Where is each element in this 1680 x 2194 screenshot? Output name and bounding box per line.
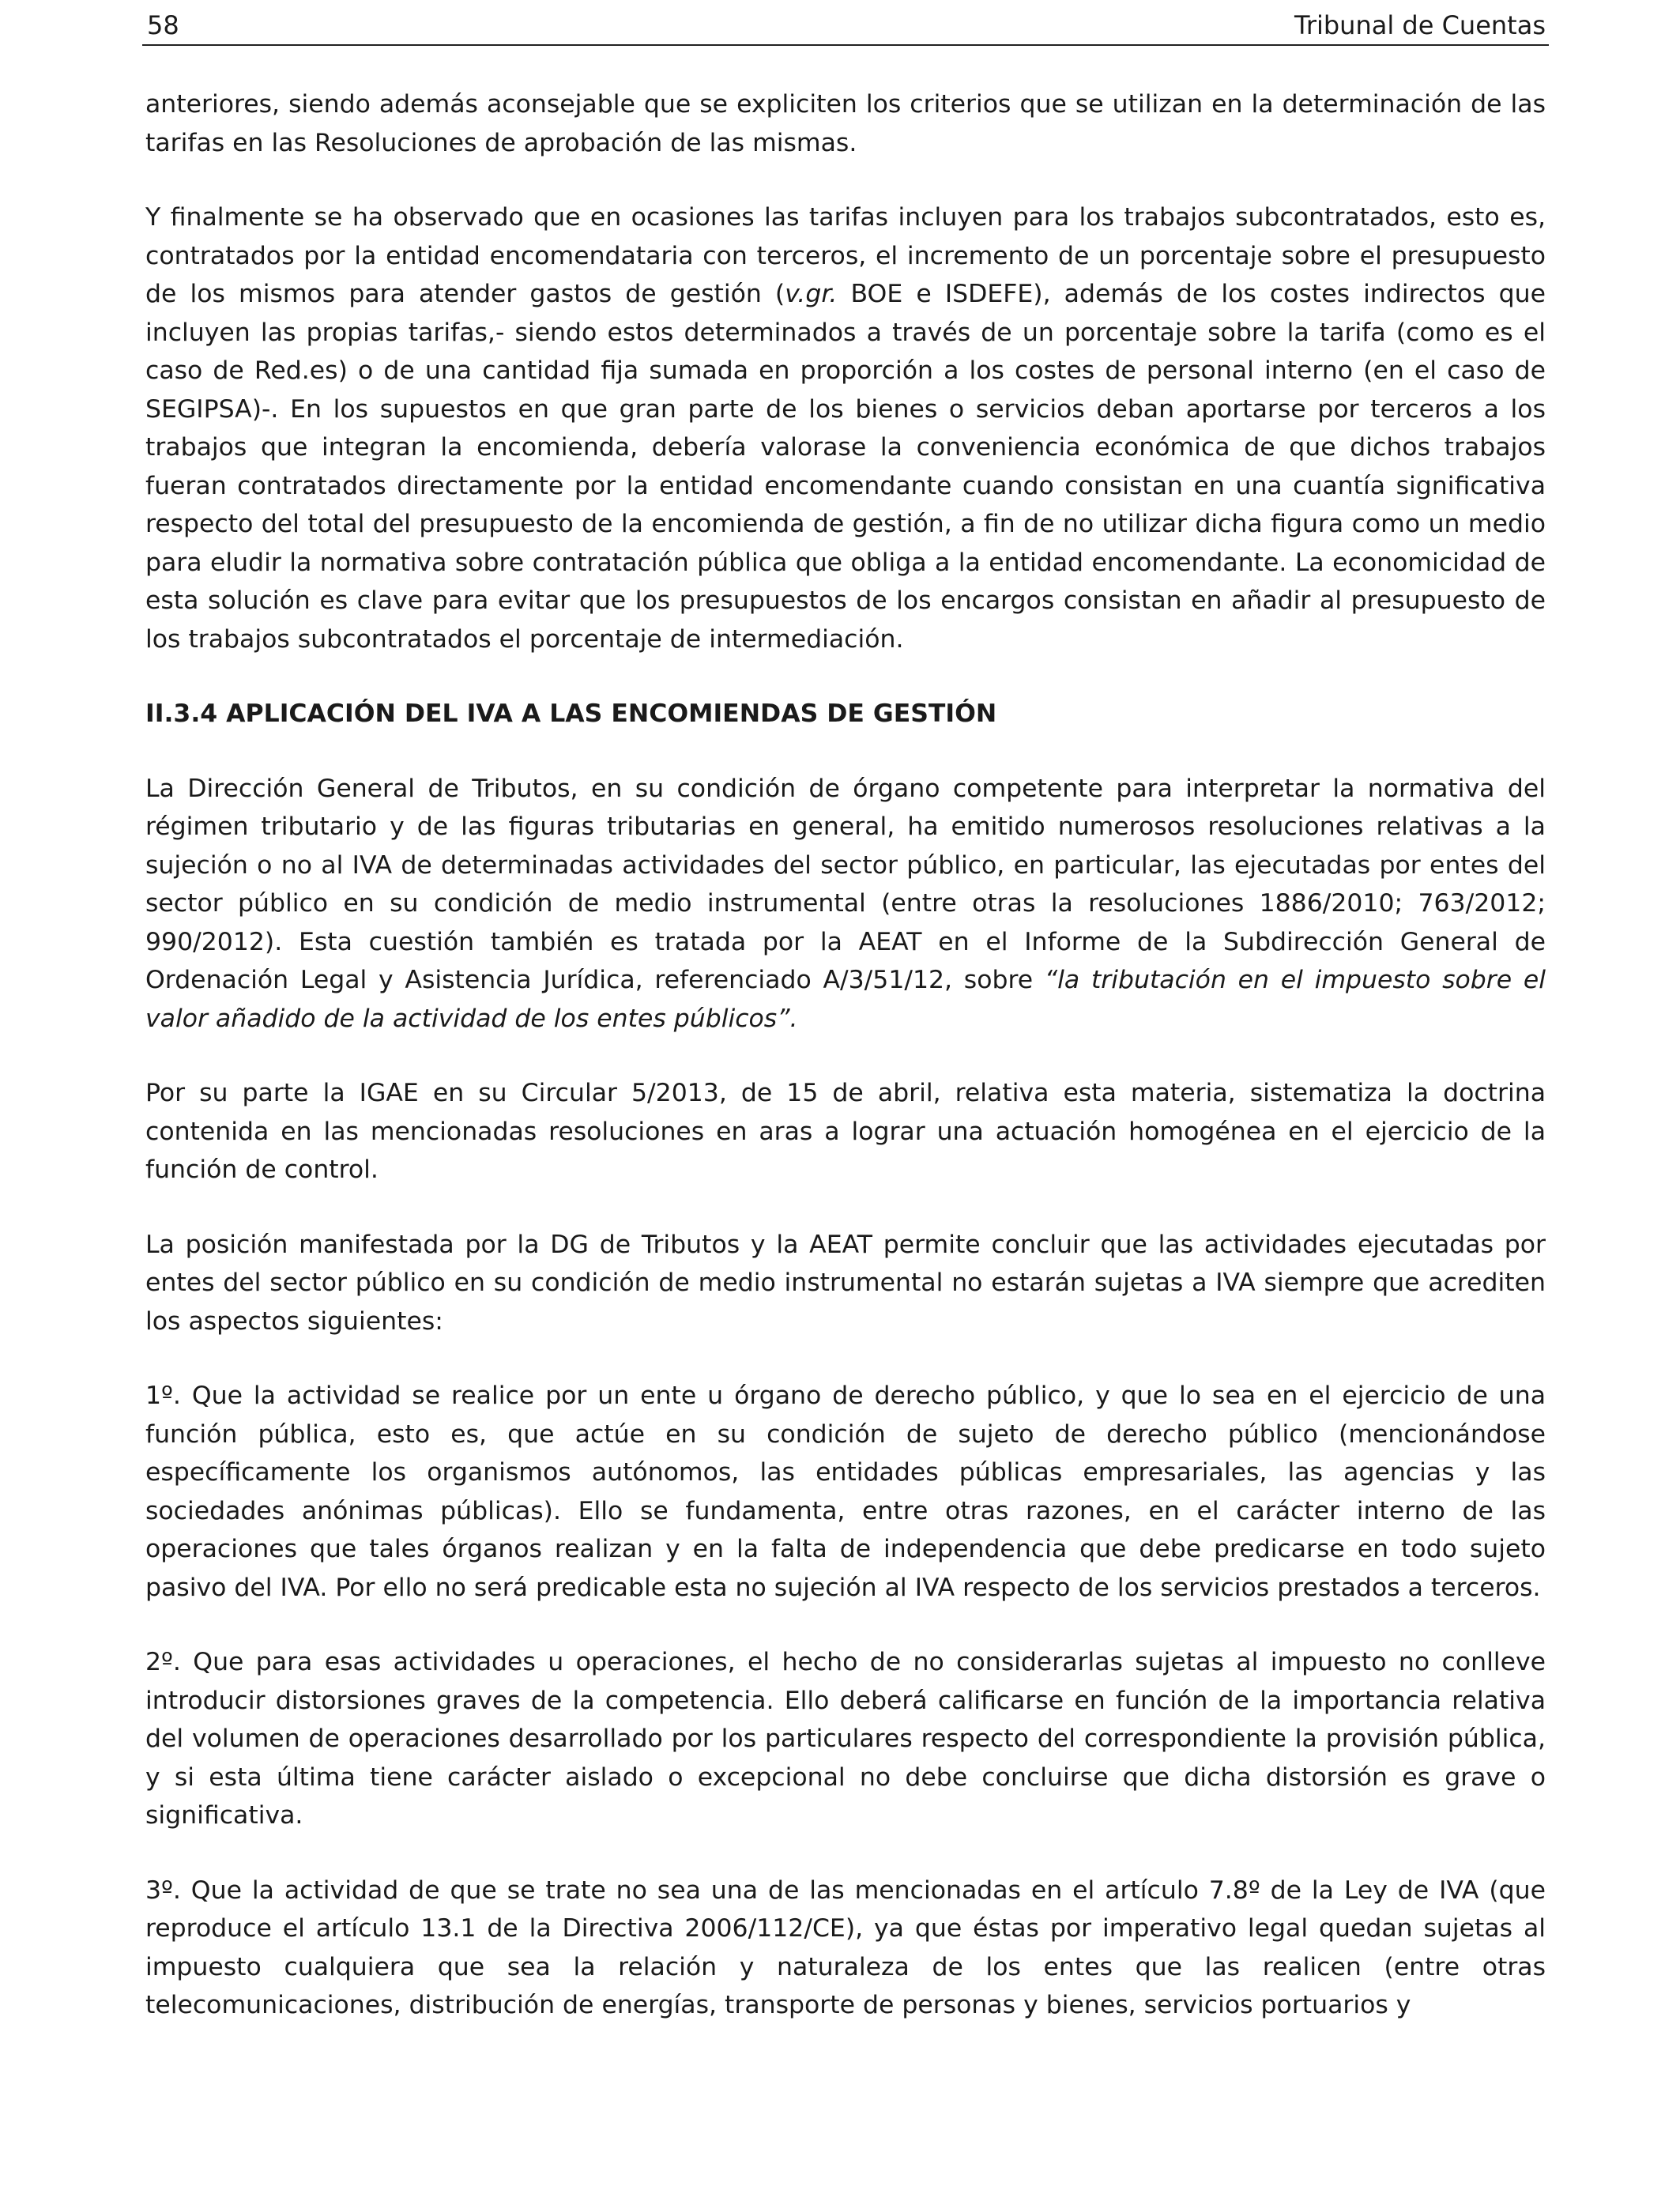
- paragraph-text: 1º. Que la actividad se realice por un ente u órgano de derecho público, y que lo sea en el ejercicio de una función pública, esto es, que actúe en su condición de sujeto de derecho público (mencionándose específicamente los organismos autónomos, las entidades públicas empresariales, las agencias y las sociedades anónimas públicas). Ello se fundamenta, entre otras razones, en el carácter interno de las operaciones que tales órganos realizan y en la falta de independencia que debe predicarse en todo sujeto pasivo del IVA. Por ello no será predicable esta no sujeción al IVA respecto de los servicios prestados a terceros.: [145, 1382, 1546, 1602]
- paragraph-text: 2º. Que para esas actividades u operaciones, el hecho de no considerarlas sujetas al impuesto no conlleve introducir distorsiones graves de la competencia. Ello deberá calificarse en función de la importancia relativa del volumen de operaciones desarrollado por los particulares respecto del correspondiente la provisión pública, y si esta última tiene carácter aislado o excepcional no debe concluirse que dicha distorsión es grave o significativa.: [145, 1648, 1546, 1830]
- paragraph-text: Y finalmente se ha observado que en ocasiones las tarifas incluyen para los trabajos subcontratados, esto es, contratados por la entidad encomendataria con terceros, el incremento de un porcentaje sobre el presupuesto de los mismos para atender gastos de gestión (: [145, 203, 1546, 308]
- italic-report-title: “la tributación en el impuesto sobre el valor añadido de la actividad de los entes públicos”.: [145, 966, 1546, 1033]
- paragraph-tariff-criteria: [145, 85, 1546, 162]
- paragraph-text: BOE e ISDEFE), además de los costes indirectos que incluyen las propias tarifas,- siendo estos determinados a través de un porcentaje sobre la tarifa (como es el caso de Red.es) o de una cantidad fija sumada en proporción a los costes de personal interno (en el caso de SEGIPSA)-. En los supuestos en que gran parte de los bienes o servicios deban aportarse por terceros a los trabajos que integran la encomienda, debería valorase la conveniencia económica de que dichos trabajos fueran contratados directamente por la entidad encomendante cuando consistan en una cuantía significativa respecto del total del presupuesto de la encomienda de gestión, a fin de no utilizar dicha figura como un medio para eludir la normativa sobre contratación pública que obliga a la entidad encomendante. La economicidad de esta solución es clave para evitar que los presupuestos de los encargos consistan en añadir al presupuesto de los trabajos subcontratados el porcentaje de intermediación.: [145, 280, 1546, 654]
- paragraph-dg-tributos: [145, 770, 1546, 1039]
- paragraph-igae-circular: [145, 1074, 1546, 1189]
- running-title: Tribunal de Cuentas: [1294, 10, 1546, 40]
- paragraph-conclusion: [145, 1226, 1546, 1341]
- page-number: 58: [147, 10, 179, 40]
- paragraph-text: 3º. Que la actividad de que se trate no sea una de las mencionadas en el artículo 7.8º de la Ley de IVA (que reproduce el artículo 13.1 de la Directiva 2006/112/CE), ya que éstas por imperativo legal quedan sujetas al impuesto cualquiera que sea la relación y naturaleza de los entes que las realicen (entre otras telecomunicaciones, distribución de energías, transporte de personas y bienes, servicios portuarios y: [145, 1875, 1546, 2019]
- paragraph-requirement-3: [145, 1872, 1546, 2025]
- document-body: [145, 85, 1546, 2061]
- paragraph-text: anteriores, siendo además aconsejable que se expliciten los criterios que se utilizan en la determinación de las tarifas en las Resoluciones de aprobación de las mismas.: [145, 90, 1546, 157]
- paragraph-requirement-1: [145, 1377, 1546, 1607]
- section-heading: II.3.4 APLICACIÓN DEL IVA A LAS ENCOMIENDAS DE GESTIÓN: [145, 699, 997, 728]
- italic-abbreviation: v.gr.: [785, 280, 838, 308]
- paragraph-text: Por su parte la IGAE en su Circular 5/2013, de 15 de abril, relativa esta materia, sistematiza la doctrina contenida en las mencionadas resoluciones en aras a lograr una actuación homogénea en el ejercicio de la función de control.: [145, 1079, 1546, 1184]
- paragraph-text: La posición manifestada por la DG de Tributos y la AEAT permite concluir que las actividades ejecutadas por entes del sector público en su condición de medio instrumental no estarán sujetas a IVA siempre que acrediten los aspectos siguientes:: [145, 1230, 1546, 1336]
- paragraph-text: La Dirección General de Tributos, en su condición de órgano competente para interpretar la normativa del régimen tributario y de las figuras tributarias en general, ha emitido numerosos resoluciones relativas a la sujeción o no al IVA de determinadas actividades del sector público, en particular, las ejecutadas por entes del sector público en su condición de medio instrumental (entre otras la resoluciones 1886/2010; 763/2012; 990/2012). Esta cuestión también es tratada por la AEAT en el Informe de la Subdirección General de Ordenación Legal y Asistencia Jurídica, referenciado A/3/51/12, sobre: [145, 774, 1546, 994]
- paragraph-requirement-2: [145, 1643, 1546, 1835]
- page-header: [142, 3, 1549, 46]
- paragraph-subcontracted-work: [145, 198, 1546, 658]
